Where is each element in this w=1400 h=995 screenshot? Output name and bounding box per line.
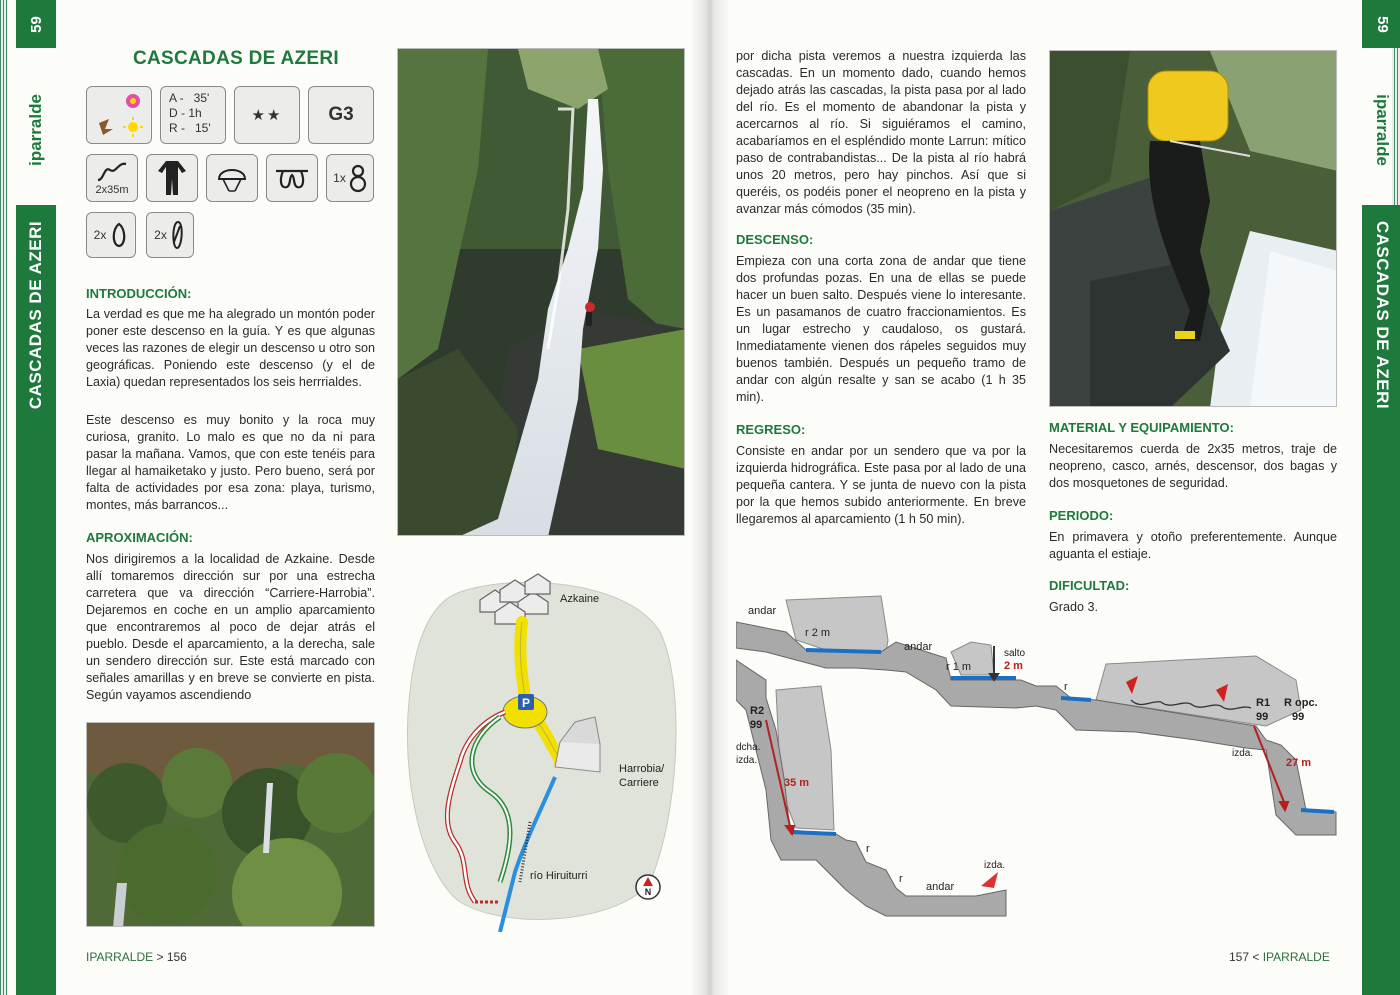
climber-photo	[1049, 50, 1337, 407]
page-title: CASCADAS DE AZERI	[132, 48, 340, 69]
material-paragraph: Necesitaremos cuerda de 2x35 metros, traje de neopreno, casco, arnés, descensor, dos bagas y dos mosquetones de seguridad.	[1049, 442, 1337, 490]
period-paragraph: En primavera y otoño preferentemente. Aunque aguanta el estiaje.	[1049, 530, 1337, 561]
topo-label-andar-3: andar	[926, 881, 955, 893]
topo-label-r-b: r	[866, 843, 870, 855]
topo-label-salto: salto	[1004, 648, 1026, 659]
descent-heading: DESCENSO:	[736, 232, 814, 247]
left-sidebar	[16, 0, 56, 995]
times-box	[160, 86, 226, 144]
approach-map	[400, 572, 685, 932]
topo-label-r2m: r 2 m	[805, 627, 831, 639]
page-tab-number: 59	[16, 0, 56, 48]
footer-section: IPARRALDE	[86, 950, 154, 964]
canyon-topo-diagram	[736, 590, 1340, 920]
harness-icon	[266, 154, 318, 202]
sling-icon: 2x	[86, 212, 136, 258]
waterfall-photo	[397, 48, 685, 536]
difficulty-heading: DIFICULTAD:	[1049, 578, 1130, 593]
topo-label-andar-1: andar	[748, 605, 777, 617]
map-river-label: río Hiruiturri	[530, 870, 588, 882]
approach-continued-paragraph: por dicha pista veremos a nuestra izquierda las cascadas. En un momento dado, cuando hemos dejado atrás las cascadas, la pista pasa por al lado del río. Es el momento de abandonar la pista y acercarnos al río. Si siguiéramos el camino, acabaríamos en el espléndido monte Larrun: mítico paso de contrabandistas... De la pista al río habrá unos 20 metros, pero hay pinchos. Así que si queréis, os podéis poner el neopreno en la pista y avanzar más cómodos (35 min).	[736, 49, 1026, 216]
topo-label-r-c: r	[899, 873, 903, 885]
difficulty-paragraph: Grado 3.	[1049, 600, 1099, 614]
footer-page-number: 156	[166, 950, 187, 964]
time-approach: A - 35'	[169, 91, 210, 105]
intro-heading: INTRODUCCIÓN:	[86, 286, 192, 301]
topo-label-35m: 35 m	[784, 777, 810, 789]
topo-label-izda-1: izda.	[1232, 748, 1254, 759]
return-paragraph: Consiste en andar por un sendero que va por la izquierda hidrográfica. Este pasa por al lado de una pequeña cantera. Y se junta de nuevo con la pista por la que hemos subido anteriormente. En breve llegaremos al aparcamiento (1 h 50 min).	[736, 444, 1026, 526]
topo-label-izda-2: izda.	[736, 755, 758, 766]
topo-label-dcha: dcha.	[736, 742, 761, 753]
topo-label-r2: R2	[750, 705, 765, 717]
topo-label-ropc: R opc.	[1284, 697, 1318, 709]
descender-icon: 1x	[326, 154, 374, 202]
page-tab-number: 59	[1362, 0, 1400, 48]
topo-label-r2-num: 99	[750, 719, 763, 731]
footer-section: IPARRALDE	[1262, 950, 1330, 964]
approach-heading: APROXIMACIÓN:	[86, 530, 193, 545]
time-descent: D - 1h	[169, 106, 202, 120]
topo-label-r1: R1	[1256, 697, 1271, 709]
material-heading: MATERIAL Y EQUIPAMIENTO:	[1049, 420, 1234, 435]
region-label: iparralde	[1373, 94, 1392, 166]
season-icon	[86, 86, 152, 144]
sidebar-title-bar	[16, 205, 56, 995]
topo-label-r1-num: 99	[1256, 711, 1269, 723]
region-label: iparralde	[26, 94, 45, 166]
period-heading: PERIODO:	[1049, 508, 1114, 523]
topo-label-andar-2: andar	[904, 641, 933, 653]
return-heading: REGRESO:	[736, 422, 806, 437]
map-quarry-label: Harrobia/ Carriere	[619, 763, 665, 789]
parking-label: P	[521, 696, 531, 710]
topo-label-ropc-num: 99	[1292, 711, 1305, 723]
book-gutter	[690, 0, 730, 995]
right-footer: 157 < IPARRALDE	[1229, 950, 1330, 964]
topo-label-27m: 27 m	[1286, 757, 1312, 769]
rating-stars: ★★	[234, 86, 300, 144]
forest-photo	[86, 722, 375, 927]
grade-badge: G3	[308, 86, 374, 144]
descent-paragraph: Empieza con una corta zona de andar que tiene dos profundas pozas. En una de ellas se puede hacer un buen salto. Después viene lo interesante. Es un pasamanos de cuatro fraccionamientos. Es un lugar estrecho y caudaloso, os gustará. Inmediatamente vienen dos rápeles seguidos muy buenos también. Después un pequeño tramo de andar con algún resalte y san se acabo (1 h 35 min).	[736, 254, 1026, 404]
topo-label-izda-3: izda.	[984, 860, 1006, 871]
sidebar-title: CASCADAS DE AZERI	[26, 220, 45, 410]
helmet-icon	[206, 154, 258, 202]
north-label: N	[644, 887, 652, 897]
map-town-label: Azkaine	[560, 593, 600, 605]
carabiner-icon: 2x	[146, 212, 194, 258]
sidebar-title-bar	[1362, 205, 1400, 995]
topo-label-r-a: r	[1064, 681, 1068, 693]
topo-label-salto-m: 2 m	[1004, 660, 1023, 672]
right-sidebar	[1362, 0, 1400, 995]
intro-paragraph-1: La verdad es que me ha alegrado un montón poder poner este descenso en la guía. Y es que algunas veces las razones de elegir un descenso u otro son geográficas. Poniendo este descenso (y el de Laxia) quedan representados los seis herrrialdes.	[86, 307, 375, 389]
rope-icon: 2x35m	[86, 154, 138, 202]
right-page	[700, 0, 1400, 995]
sidebar-title: CASCADAS DE AZERI	[1373, 220, 1392, 410]
time-return: R - 15'	[169, 121, 211, 135]
intro-paragraph-2: Este descenso es muy bonito y la roca muy curiosa, granito. Lo malo es que no da ni para pasar la mañana. Vamos, que con este tenéis para llegar al hamaiketako y justo. Pero bueno, será por falta de actividades por esa zona: playa, turismo, montes, más barrancos...	[86, 413, 375, 512]
page-edge	[0, 0, 8, 995]
left-footer: IPARRALDE > 156	[86, 950, 187, 964]
approach-paragraph: Nos dirigiremos a la localidad de Azkaine. Desde allí tomaremos dirección sur por una estrecha carretera que va dirección “Carriere-Harrobia”. Dejaremos en coche en un amplio aparcamiento que encontraremos al poco de dejar atrás el pueblo. Desde el aparcamiento, a la derecha, sale un sendero dirección sur. Este está marcado con señales amarillas y en breve se convierte en pista. Según vayamos ascendiendo	[86, 552, 375, 702]
wetsuit-icon	[146, 154, 198, 202]
footer-page-number: 157	[1229, 950, 1250, 964]
topo-label-r1m: r 1 m	[946, 661, 972, 673]
flower-leaf-sun-icon	[89, 89, 149, 141]
